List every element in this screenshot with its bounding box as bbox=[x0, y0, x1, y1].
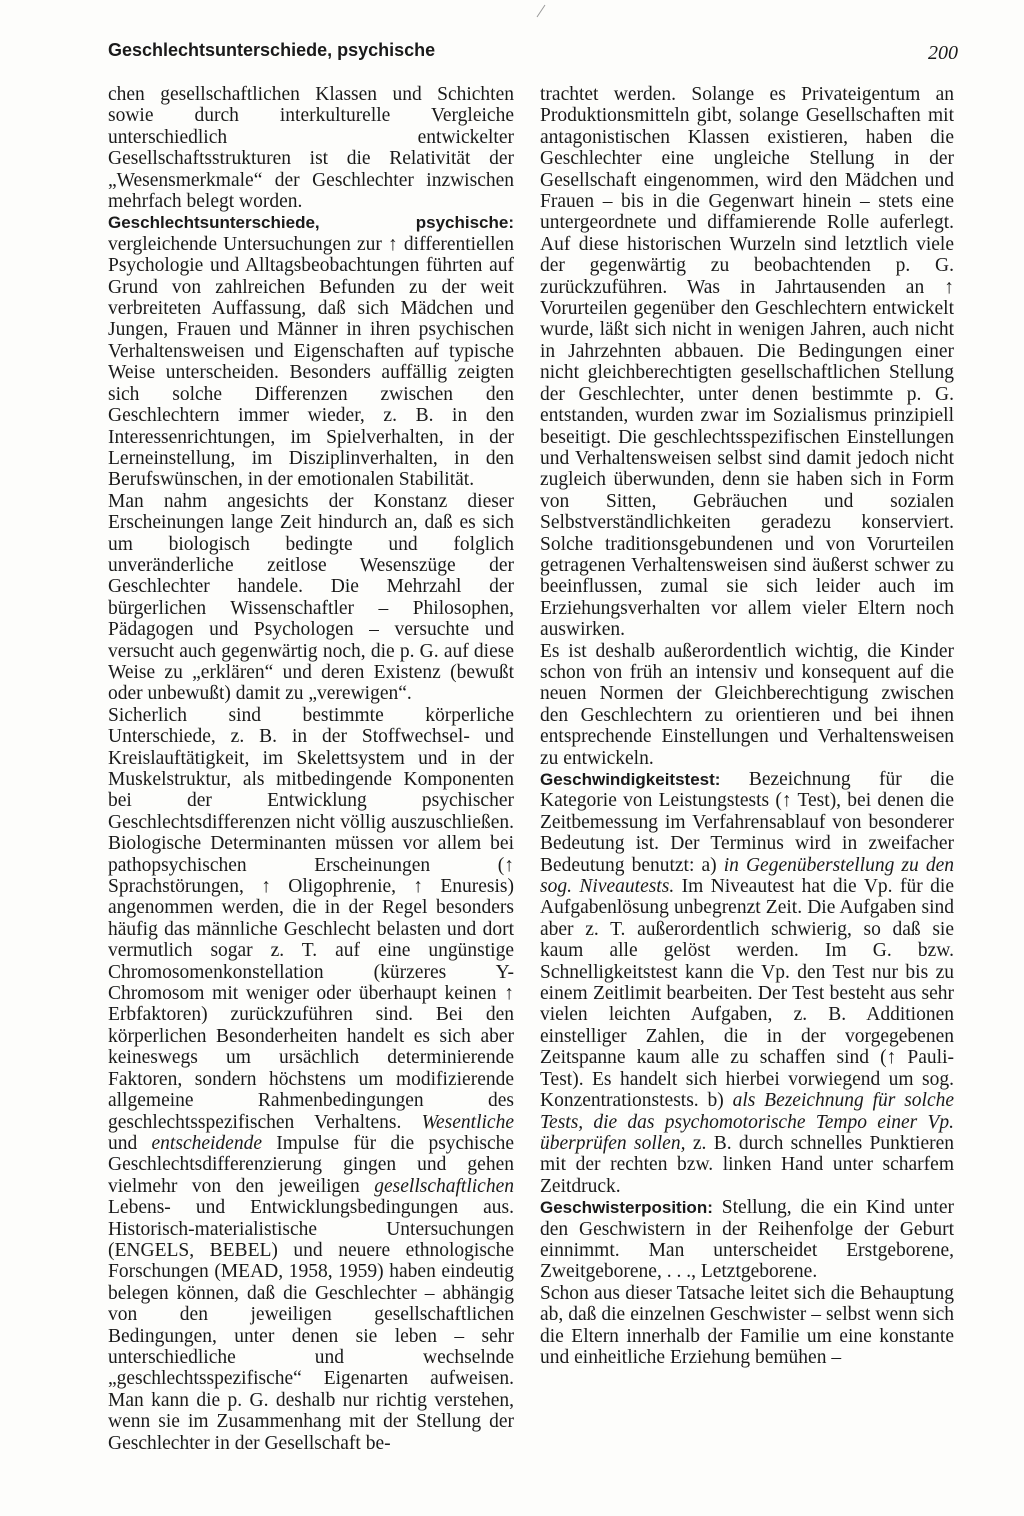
paragraph: Sicherlich sind bestimmte körperliche Unterschiede, z. B. in der Stoffwechsel- und Kreislauftätigkeit, im Skelettsystem und in der Muskelstruktur, als mitbedingende Komponenten bei der Entwicklung psychischer Geschlechtsdifferenzen nicht völlig auszuschließen. Biologische Determinanten müssen vor allem bei pathopsychischen Erscheinungen (↑ Sprachstörungen, ↑ Oligophrenie, ↑ Enuresis) angenommen werden, die in der Regel besonders häufig das männliche Geschlecht belasten und dort vermutlich sogar z. T. auf eine ungünstige Chromosomenkonstellation (kürzeres Y-Chromosom mit weniger oder überhaupt keinen ↑ Erbfaktoren) zurückzuführen sind. Bei den körperlichen Besonderheiten handelt es sich aber keineswegs um ursächlich determinierende Faktoren, sondern höchstens um modifizierende allgemeine Rahmenbedingungen des geschlechtsspezifischen Verhaltens. Wesentliche und entscheidende Impulse für die psychische Geschlechtsdifferenzierung gingen und gehen vielmehr von den jeweiligen gesellschaftlichen Lebens- und Entwicklungsbedingungen aus. Historisch-materialistische Untersuchungen (ENGELS, BEBEL) und neuere ethnologische Forschungen (MEAD, 1958, 1959) haben eindeutig belegen können, daß die Geschlechter – abhängig von den jeweiligen gesellschaftlichen Bedingungen, unter denen sie leben – sehr unterschiedliche und wechselnde „geschlechtsspezifische“ Eigenarten aufweisen. Man kann die p. G. deshalb nur richtig verstehen, wenn sie im Zusammenhang mit der Stellung der Geschlechter in der Gesellschaft be- bbox=[108, 704, 515, 1454]
paragraph-continuation: chen gesellschaftlichen Klassen und Schichten sowie durch interkulturelle Vergleiche unterschiedlich entwickelter Gesellschaftsstrukturen ist die Relativität der „Wesensmerkmale“ der Geschlechter inzwischen mehrfach belegt worden. bbox=[108, 84, 514, 213]
entry-term: Geschwindigkeitstest: bbox=[540, 770, 721, 789]
running-head: Geschlechtsunterschiede, psychische bbox=[108, 40, 436, 60]
entry-term: Geschwisterposition: bbox=[540, 1198, 713, 1218]
page-number: 200 bbox=[928, 42, 958, 64]
paragraph-continuation: trachtet werden. Solange es Privateigentum an Produktionsmitteln gibt, solange Gesellschaften mit antagonistischen Klassen existieren, haben die Geschlechter eine ungleiche Stellung in der Gesellschaft eingenommen, wird den Mädchen und Frauen – bis in die Gegenwart hinein – stets eine untergeordnete und diffamierende Rolle auferlegt. Auf diese historischen Wurzeln sind letztlich viele der gegenwärtig zu beobachtenden p. G. zurückzuführen. Was in Jahrtausenden an ↑ Vorurteilen gegenüber den Geschlechtern entwickelt wurde, läßt sich nicht in wenigen Jahren, auch nicht in Jahrzehnten abbauen. Die Bedingungen einer nicht gleichberechtigten gesellschaftlichen Stellung der Geschlechter, unter denen bestimmte p. G. entstanden, wurden zwar im Sozialismus prinzipiell beseitigt. Die geschlechtsspezifischen Einstellungen und Verhaltensweisen selbst sind damit jedoch nicht zugleich überwunden, denn sie haben sich in Form von Sitten, Gebräuchen und sozialen Selbstverständlichkeiten geradezu konserviert. Solche traditionsgebundenen und von Vorurteilen getragenen Verhaltensweisen sind äußerst schwer zu beeinflussen, zumal sie sich leider auch im Erziehungsverhalten vor allem vieler Eltern noch auswirken. bbox=[540, 84, 954, 641]
entry-geschlechtsunterschiede: Geschlechtsunterschiede, psychische: vergleichende Untersuchungen zur ↑ differentiellen Psychologie und Alltagsbeobachtungen führten auf Grund von zahlreichen Befunden zu der weit verbreiteten Auffassung, daß sich Mädchen und Jungen, Frauen und Männer in ihren psychischen Verhaltensweisen und Eigenschaften auf typische Weise unterscheiden. Besonders auffällig zeigten sich solche Differenzen zwischen den Geschlechtern immer wieder, z. B. in den Interessenrichtungen, im Spielverhalten, in der Lerneinstellung, im Disziplinverhalten, in den Berufswünschen, in der emotionalen Stabilität. bbox=[108, 213, 514, 491]
entry-geschwindigkeitstest: Geschwindigkeitstest: Bezeichnung für die Kategorie von Leistungstests (↑ Test), bei denen die Zeitbemessung im Verfahrensablauf von besonderer Bedeutung ist. Der Terminus wird in zweifacher Bedeutung benutzt: a) in Gegenüberstellung zu den sog. Niveautests. Im Niveautest hat die Vp. für die Aufgabenlösung unbegrenzt Zeit. Die Aufgaben sind aber z. T. außerordentlich schwierig, so daß sie kaum alle gelöst werden. Im G. bzw. Schnelligkeitstest kann die Vp. den Test nur bis zu einem Zeitlimit bearbeiten. Der Test besteht aus sehr vielen leichten Aufgaben, z. B. Additionen einstelliger Zahlen, die in der vorgegebenen Zeitspanne kaum alle zu schaffen sind (↑ Pauli-Test). Es handelt sich hierbei vorwiegend um sog. Konzentrationstests. b) als Bezeichnung für solche Tests, die das psychomotorische Tempo einer Vp. überprüfen sollen, z. B. durch schnelles Punktieren mit der rechten bzw. linken Hand unter scharfem Zeitdruck. bbox=[540, 769, 955, 1197]
entry-geschwisterposition: Geschwisterposition: Stellung, die ein Kind unter den Geschwistern in der Reihenfolge der Geburt einnimmt. Man unterscheidet Erstgeborene, Zweitgeborene, . . ., Letztgeborene. bbox=[540, 1197, 954, 1283]
left-column bbox=[108, 84, 514, 1454]
paragraph: Es ist deshalb außerordentlich wichtig, die Kinder schon von früh an intensiv und konsequent auf die neuen Normen der Gleichberechtigung zwischen den Geschlechtern zu orientieren und bei ihnen entsprechende Einstellungen und Verhaltensweisen zu entwickeln. bbox=[540, 640, 954, 769]
page-header bbox=[108, 40, 958, 70]
pencil-mark bbox=[535, 4, 547, 18]
right-column bbox=[540, 84, 954, 1368]
paragraph: Schon aus dieser Tatsache leitet sich die Behauptung ab, daß die einzelnen Geschwister – selbst wenn sich die Eltern innerhalb der Familie um eine konstante und einheitliche Erziehung bemühen – bbox=[540, 1282, 954, 1368]
paragraph: Man nahm angesichts der Konstanz dieser Erscheinungen lange Zeit hindurch an, daß es sich um biologisch bedingte und folglich unveränderliche zeitlose Wesenszüge der Geschlechter handele. Die Mehrzahl der bürgerlichen Wissenschaftler – Philosophen, Pädagogen und Psychologen – versuchte und versucht auch gegenwärtig noch, die p. G. auf diese Weise zu „erklären“ und deren Existenz (bewußt oder unbewußt) damit zu „verewigen“. bbox=[108, 490, 514, 705]
entry-term: Geschlechtsunterschiede, psychische: bbox=[108, 213, 514, 233]
